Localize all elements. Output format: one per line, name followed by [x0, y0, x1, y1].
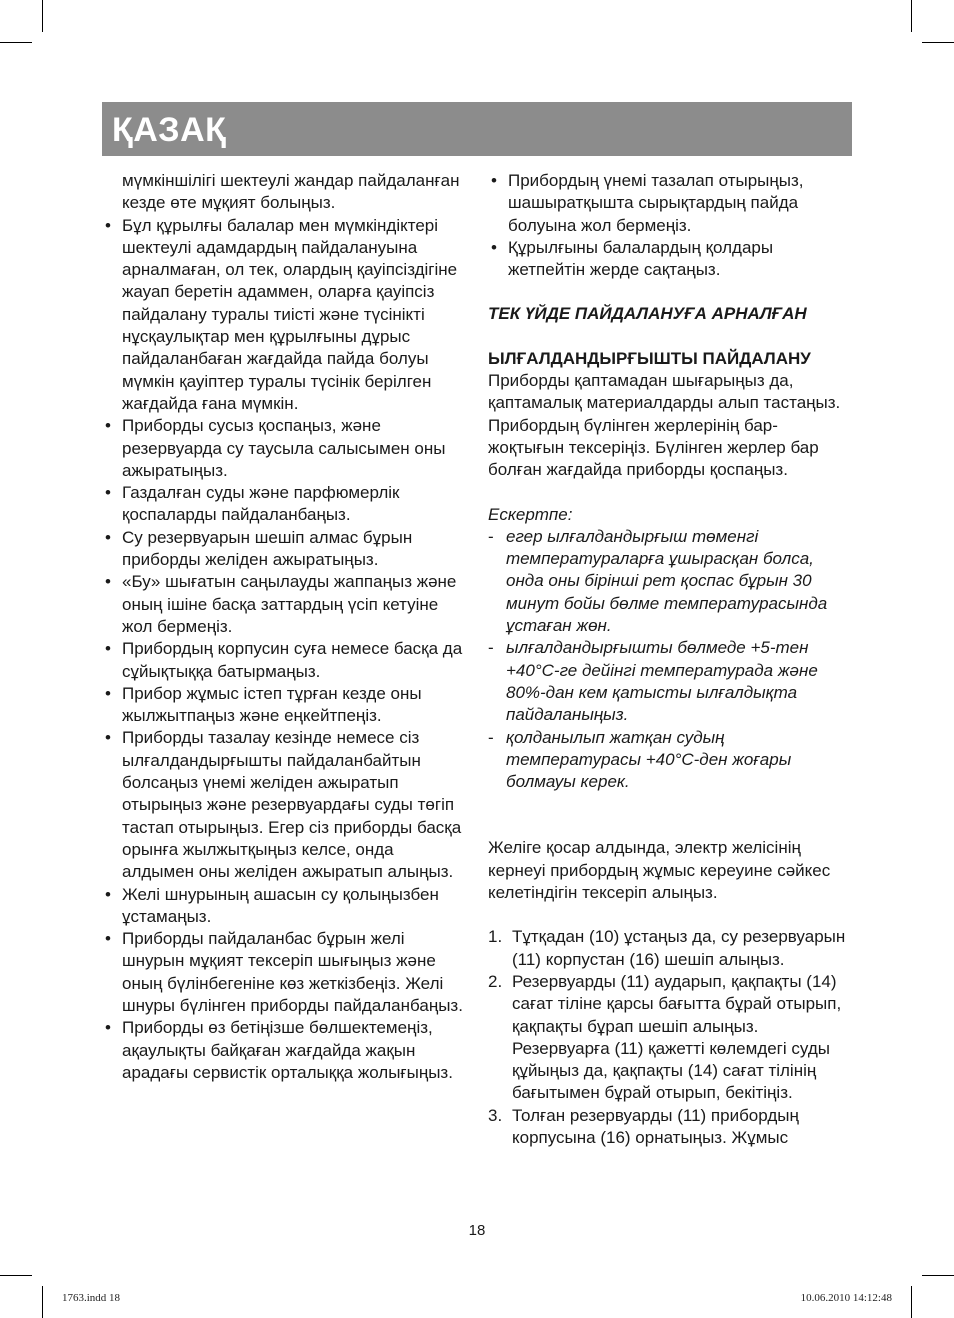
dash-marker: -: [488, 727, 494, 747]
list-item: • Прибордың үнемі тазалап отырыңыз, шашыратқышта сырықтардың пайда болуына жол бермеңіз.: [488, 170, 852, 237]
note-item: [488, 637, 852, 726]
note-text: ылғалдандырғышты бөлмеде +5-тен +40°С-ге дейінгі температурада және 80%-дан кем қатысты ылғалдықта пайдаланыңыз.: [506, 638, 818, 725]
note-text: егер ылғалдандырғыш төменгі температураларға ұшырасқан болса, онда оны бірінші рет қоспас бұрын 30 минут бойы бөлме температурасында ұстаған жөн.: [506, 526, 828, 636]
step-text: Резервуарды (11) аударып, қақпақты (14) сағат тіліне қарсы бағытта бұрай отырып, қақпақты бұрап шешіп алыңыз. Резервуарға (11) қажетті көлемдегі суды құйыңыз да, қақпақты (14) сағат тілінің бағытымен бұрай отырып, бекітіңіз.: [512, 971, 842, 1103]
safety-bullet-list-continued: [488, 170, 852, 281]
section-title: ҚАЗАҚ: [112, 111, 227, 149]
list-item: • Құрылғыны балалардың қолдары жетпейтін жерде сақтаңыз.: [488, 237, 852, 282]
step-item: [488, 1105, 852, 1150]
list-item: • «Бу» шығатын саңылауды жаппаңыз және оның ішіне басқа заттардың үсіп кетуіне жол бермеңіз.: [102, 571, 468, 638]
home-use-heading: ТЕК ҮЙДЕ ПАЙДАЛАНУҒА АРНАЛҒАН: [488, 304, 807, 324]
step-item: [488, 971, 852, 1105]
usage-heading: ЫЛҒАЛДАНДЫРҒЫШТЫ ПАЙДАЛАНУ: [488, 348, 811, 368]
list-item: • Су резервуарын шешіп алмас бұрын приборды желіден ажыратыңыз.: [102, 527, 468, 572]
crop-mark: [911, 1286, 912, 1318]
list-item: • Приборды пайдаланбас бұрын желі шнурын мұқият тексеріп шығыңыз және оның бүлінбегеніне көз жеткізбеңіз. Желі шнуры бүлінген приборды пайдаланбаңыз.: [102, 928, 468, 1017]
crop-mark: [922, 1275, 954, 1276]
list-item: • Газдалған суды және парфюмерлік қоспаларды пайдаланбаңыз.: [102, 482, 468, 527]
usage-paragraph: Приборды қаптамадан шығарыңыз да, қаптамалық материалдарды алып тастаңыз. Прибордың бүлінген жерлерінің бар-жоқтығын тексеріңіз. Бүлінген жерлер бар болған жағдайда приборды қоспаңыз.: [488, 371, 841, 480]
crop-mark: [42, 1286, 43, 1318]
list-item: • Приборды сусыз қоспаңыз, және резервуарда су таусыла салысымен оны ажыратыңыз.: [102, 415, 468, 482]
dash-marker: -: [488, 526, 494, 546]
list-item: • Приборды тазалау кезінде немесе сіз ылғалдандырғышты пайдаланбайтын болсаңыз үнемі желіден ажыратып отырыңыз және резервуардағы суды төгіп тастап отырыңыз. Егер сіз приборды басқа орынға жылжытқыңыз келсе, онда алдымен оны желіден ажыратып алыңыз.: [102, 727, 468, 883]
slug-date-info: 10.06.2010 14:12:48: [800, 1292, 892, 1304]
crop-mark: [0, 42, 32, 43]
note-item: [488, 526, 852, 637]
crop-mark: [0, 1275, 32, 1276]
page-number: 18: [468, 1222, 486, 1239]
list-item: • Желі шнурының ашасын су қолыңызбен ұстамаңыз.: [102, 884, 468, 929]
step-number: 3.: [488, 1105, 503, 1125]
steps-list: [488, 926, 852, 1149]
note-label: Ескертпе:: [488, 504, 573, 524]
step-text: Тұтқадан (10) ұстаңыз да, су резервуарын (11) корпустан (16) шешіп алыңыз.: [512, 927, 846, 969]
list-item: • Бұл құрылғы балалар мен мүмкіндіктері шектеулі адамдардың пайдалануына арналмаған, ол тек, олардың қауіпсіздігіне жауап беретін адаммен, оларға қауіпсіз пайдалану туралы тиісті және түсінікті нұсқаулықтар мен құрылғыны дұрыс пайдаланбаған жағдайда пайда болуы мүмкін қауіптер туралы түсінік берілген жағдайда ғана мүмкін.: [102, 215, 468, 416]
slug-file-info: 1763.indd 18: [62, 1292, 121, 1304]
list-item: • Прибор жұмыс істеп тұрған кезде оны жылжытпаңыз және еңкейтпеңіз.: [102, 683, 468, 728]
step-text: Толған резервуарды (11) прибордың корпусына (16) орнатыңыз. Жұмыс: [512, 1105, 799, 1147]
voltage-paragraph: Желіге қосар алдында, электр желісінің кернеуі прибордың жұмыс кереуине сәйкес келетіндігін тексеріп алыңыз.: [488, 838, 831, 903]
list-item: • Приборды өз бетіңізше бөлшектемеңіз, ақаулықты байқаған жағдайда жақын арадағы сервистік орталыққа жолығыңыз.: [102, 1017, 468, 1084]
crop-mark: [42, 0, 43, 32]
safety-bullet-list: [102, 215, 468, 1085]
right-column: [488, 170, 852, 1149]
left-column: [102, 170, 468, 1084]
dash-marker: -: [488, 638, 494, 658]
note-item: [488, 727, 852, 794]
crop-mark: [922, 42, 954, 43]
step-number: 1.: [488, 927, 503, 947]
note-text: қолданылып жатқан судың температурасы +40°С-ден жоғары болмауы керек.: [506, 727, 792, 792]
note-list: [488, 526, 852, 794]
crop-mark: [911, 0, 912, 32]
section-header-bar: [102, 102, 852, 156]
step-number: 2.: [488, 971, 503, 991]
step-item: [488, 926, 852, 971]
list-item: • Прибордың корпусин суға немесе басқа да сұйықтыққа батырмаңыз.: [102, 638, 468, 683]
continuation-text: мүмкіншілігі шектеулі жандар пайдаланған кезде өте мұқият болыңыз.: [122, 171, 460, 213]
